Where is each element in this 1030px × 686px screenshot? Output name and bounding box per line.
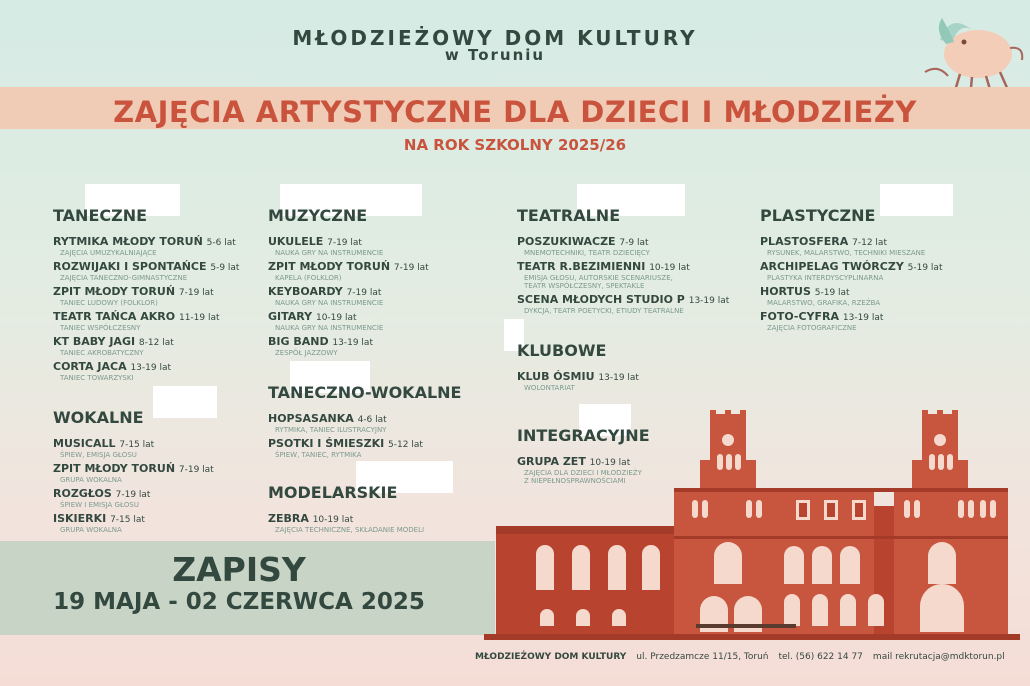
section-header-taneczno-wokalne: TANECZNO-WOKALNE [268, 383, 508, 403]
list-item: BIG BAND 13-19 lat ZESPÓŁ JAZZOWY [268, 335, 373, 357]
list-item: KLUB ÓSMIU 13-19 lat WOLONTARIAT [517, 370, 639, 392]
section-header-modelarskie: MODELARSKIE [268, 483, 508, 503]
list-item: TEATR TAŃCA AKRO 11-19 lat TANIEC WSPÓŁCZESNY [53, 310, 220, 332]
list-item: ROZWIJAKI I SPONTAŃCE 5-9 lat ZAJĘCIA TANECZNO-GIMNASTYCZNE [53, 260, 240, 282]
list-item: ZPIT MŁODY TORUŃ 7-19 lat TANIEC LUDOWY (FOLKLOR) [53, 285, 214, 307]
footer-org: MŁODZIEŻOWY DOM KULTURY [475, 652, 627, 662]
column-2 [268, 206, 508, 538]
list-item: POSZUKIWACZE 7-9 lat MNEMOTECHNIKI, TEATR DZIECIĘCY [517, 235, 650, 257]
list-item: ROZGŁOS 7-19 lat ŚPIEW I EMISJA GŁOSU [53, 487, 151, 509]
list-item: ZEBRA 10-19 lat ZAJĘCIA TECHNICZNE, SKŁADANIE MODELI [268, 512, 425, 534]
school-year-subtitle: NA ROK SZKOLNY 2025/26 [403, 136, 627, 154]
list-item: ZPIT MŁODY TORUŃ 7-19 lat KAPELA (FOLKLOR) [268, 260, 429, 282]
org-title: MŁODZIEŻOWY DOM KULTURY [292, 26, 698, 50]
column-4 [760, 206, 1000, 336]
list-item: FOTO-CYFRA 13-19 lat ZAJĘCIA FOTOGRAFICZNE [760, 310, 884, 332]
list-item: GITARY 10-19 lat NAUKA GRY NA INSTRUMENCIE [268, 310, 384, 332]
section-header-taneczne: TANECZNE [53, 206, 293, 226]
registration-dates: 19 MAJA - 02 CZERWCA 2025 [53, 589, 425, 615]
list-item: PSOTKI I ŚMIESZKI 5-12 lat ŚPIEW, TANIEC, RYTMIKA [268, 437, 423, 459]
registration-title: ZAPISY [172, 550, 306, 589]
section-header-plastyczne: PLASTYCZNE [760, 206, 1000, 226]
list-item: TEATR R.BEZIMIENNI 10-19 lat EMISJA GŁOSU, AUTORSKIE SCENARIUSZE, TEATR WSPÓŁCZESNY, SPEKTAKLE [517, 260, 690, 290]
footer-address: ul. Przedzamcze 11/15, Toruń [636, 652, 769, 662]
list-item: RYTMIKA MŁODY TORUŃ 5-6 lat ZAJĘCIA UMUZYKALNIAJĄCE [53, 235, 236, 257]
list-item: GRUPA ZET 10-19 lat ZAJĘCIA DLA DZIECI I MŁODZIEŻY Z NIEPEŁNOSPRAWNOŚCIAMI [517, 455, 642, 485]
org-subtitle: w Toruniu [444, 46, 546, 64]
section-header-teatralne: TEATRALNE [517, 206, 757, 226]
section-header-wokalne: WOKALNE [53, 408, 293, 428]
section-header-muzyczne: MUZYCZNE [268, 206, 508, 226]
list-item: UKULELE 7-19 lat NAUKA GRY NA INSTRUMENCIE [268, 235, 384, 257]
footer-contact [475, 652, 1005, 662]
list-item: KEYBOARDY 7-19 lat NAUKA GRY NA INSTRUMENCIE [268, 285, 384, 307]
list-item: ZPIT MŁODY TORUŃ 7-19 lat GRUPA WOKALNA [53, 462, 214, 484]
column-1 [53, 206, 293, 538]
list-item: HORTUS 5-19 lat MALARSTWO, GRAFIKA, RZEŹBA [760, 285, 881, 307]
list-item: ARCHIPELAG TWÓRCZY 5-19 lat PLASTYKA INTERDYSCYPLINARNA [760, 260, 943, 282]
list-item: PLASTOSFERA 7-12 lat RYSUNEK, MALARSTWO, TECHNIKI MIESZANE [760, 235, 926, 257]
list-item: CORTA JACA 13-19 lat TANIEC TOWARZYSKI [53, 360, 171, 382]
list-item: KT BABY JAGI 8-12 lat TANIEC AKROBATYCZNY [53, 335, 174, 357]
footer-mail[interactable]: mail rekrutacja@mdktorun.pl [872, 652, 1005, 662]
list-item: HOPSASANKA 4-6 lat RYTMIKA, TANIEC ILUSTRACYJNY [268, 412, 387, 434]
section-header-klubowe: KLUBOWE [517, 341, 757, 361]
list-item: ISKIERKI 7-15 lat GRUPA WOKALNA [53, 512, 145, 534]
main-title: ZAJĘCIA ARTYSTYCZNE DLA DZIECI I MŁODZIEŻY [113, 95, 917, 129]
list-item: SCENA MŁODYCH STUDIO P 13-19 lat DYKCJA, TEATR POETYCKI, ETIUDY TEATRALNE [517, 293, 730, 315]
footer-phone: tel. (56) 622 14 77 [778, 652, 863, 662]
section-header-integracyjne: INTEGRACYJNE [517, 426, 757, 446]
list-item: MUSICALL 7-15 lat ŚPIEW, EMISJA GŁOSU [53, 437, 155, 459]
